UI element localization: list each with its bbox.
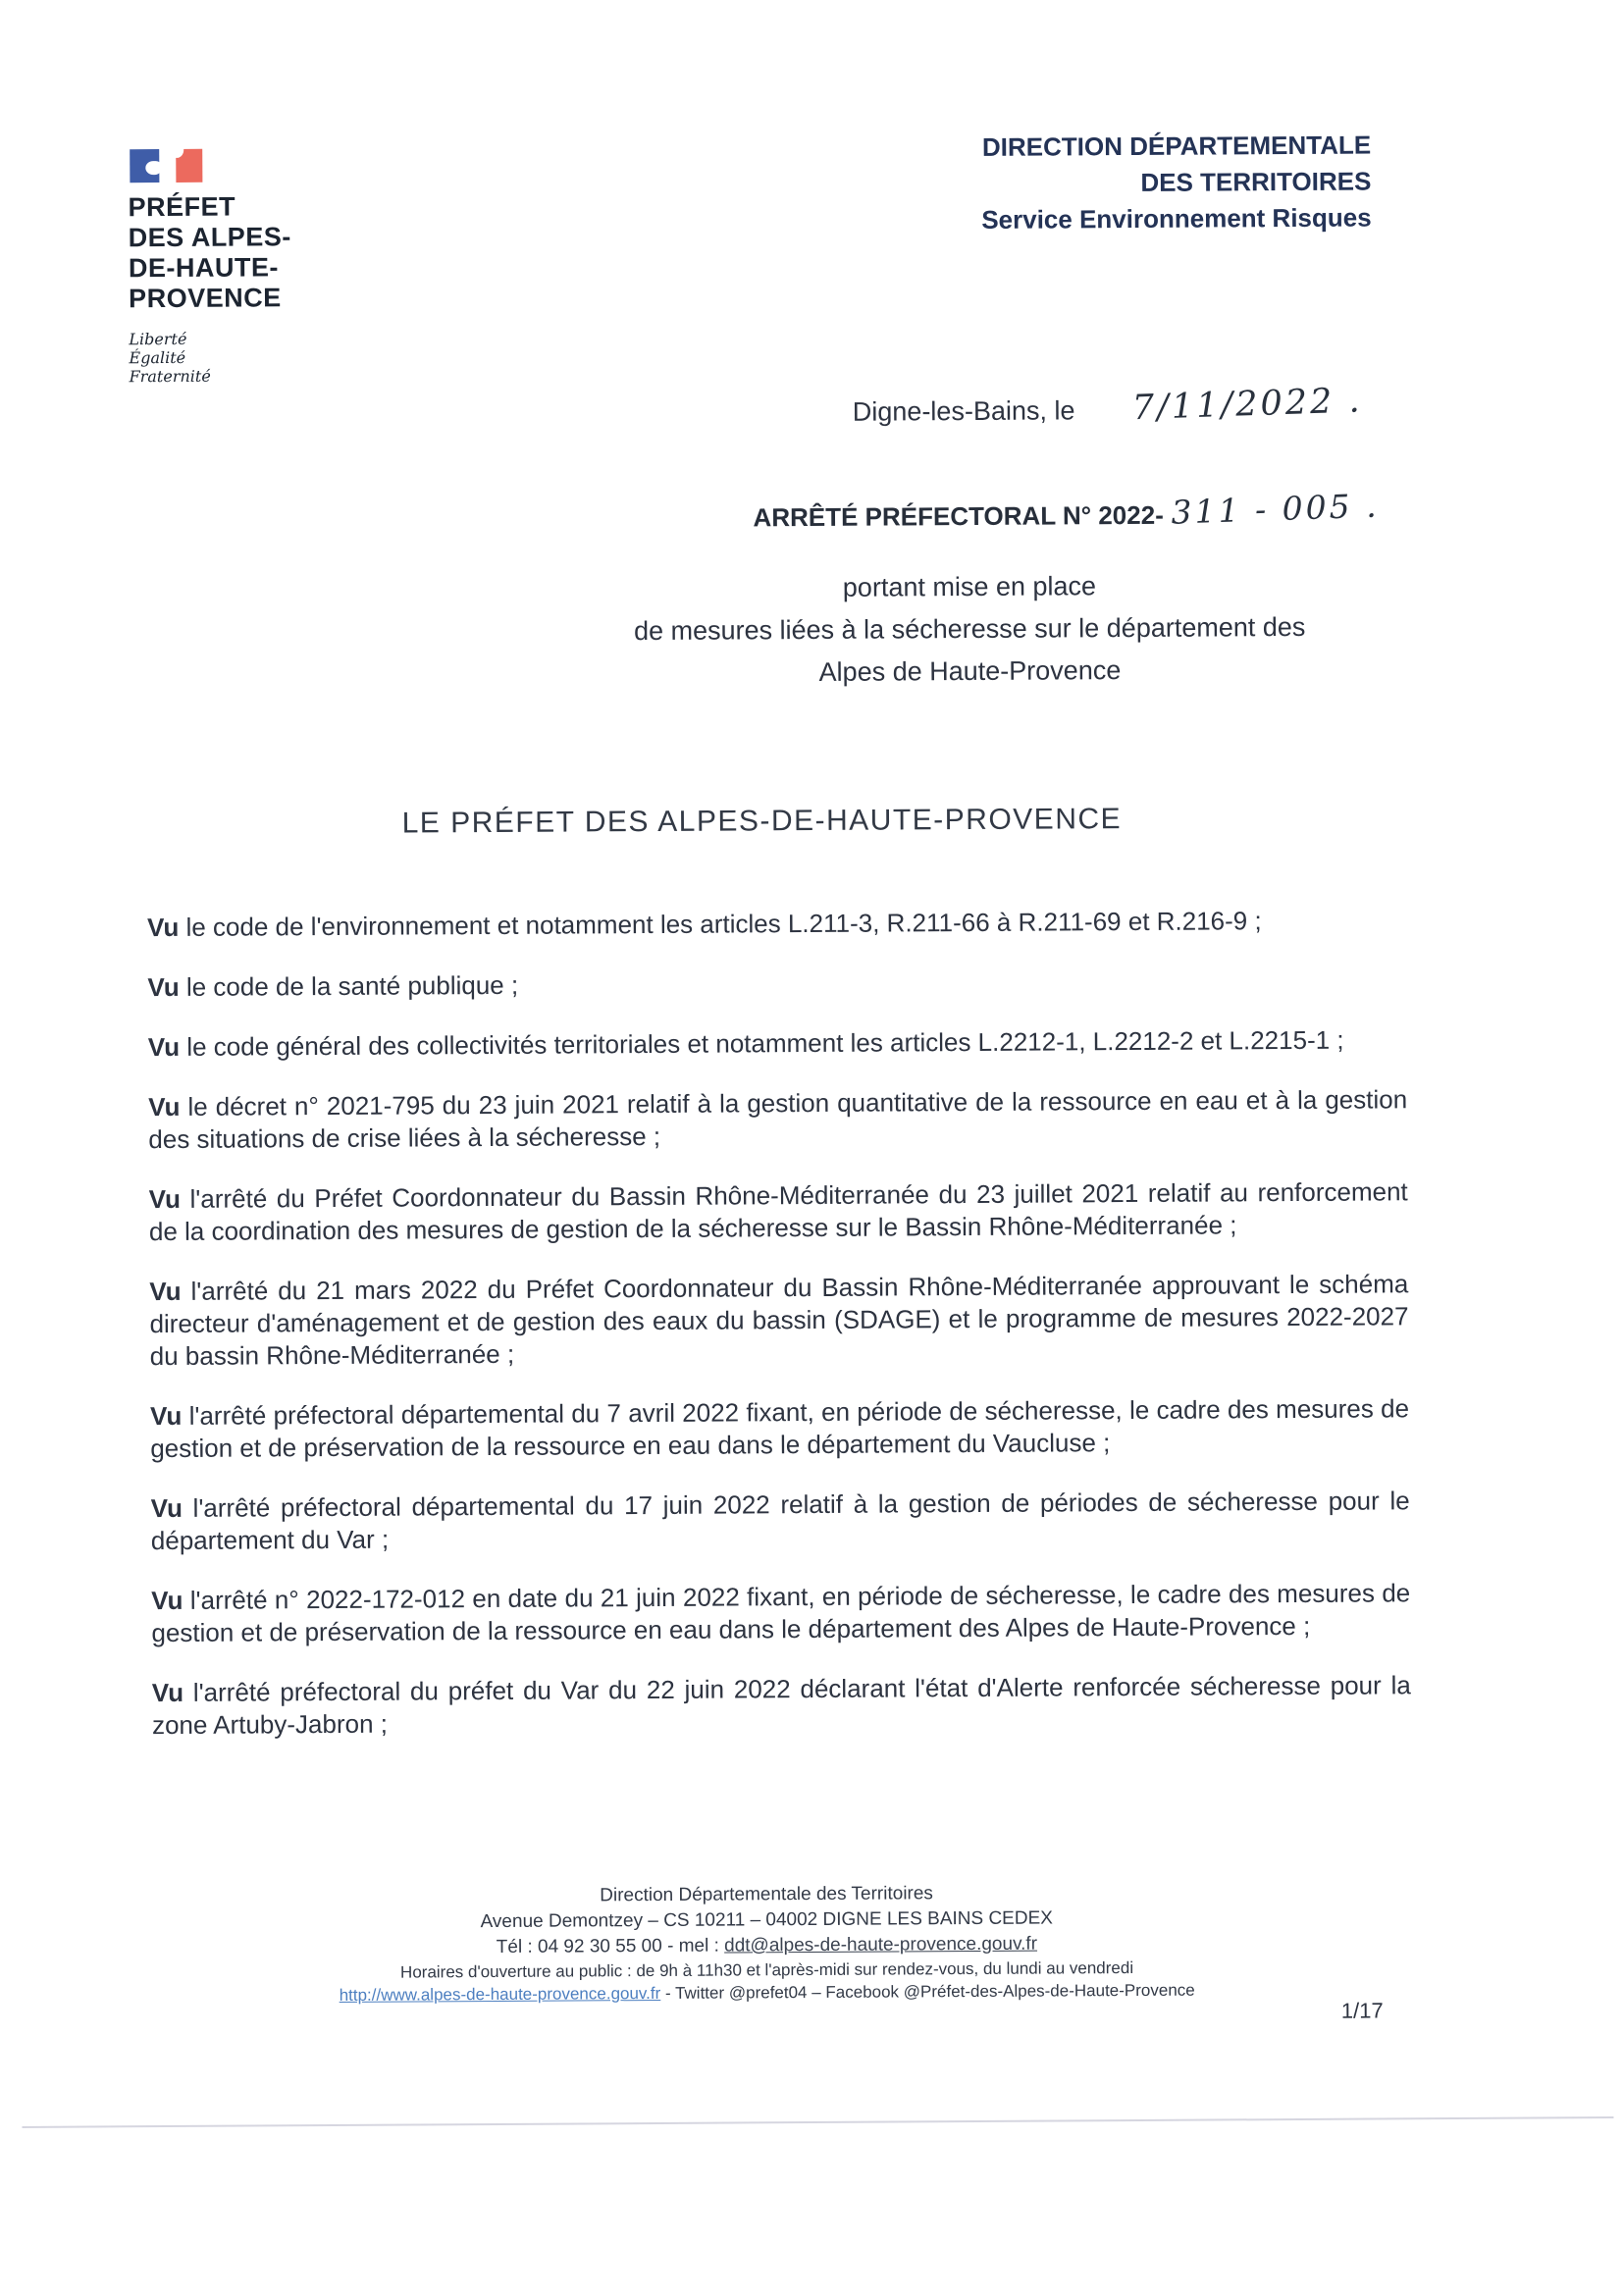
footer-service-name: Direction Départementale des Territoires [600,1883,933,1906]
subtitle-line: de mesures liées à la sécheresse sur le département des [633,611,1306,647]
vu-paragraph [151,1577,1410,1649]
vu-text: le code de la santé publique ; [179,969,519,1002]
dateline [852,381,1363,430]
prefet-line: DES ALPES- [128,222,291,253]
flag-blue-block [130,149,159,183]
vu-paragraph [148,1083,1407,1156]
decree-title [753,486,1381,534]
document-footer [114,1878,1420,2008]
prefet-line: PROVENCE [129,283,282,314]
prefet-line: DE-HAUTE- [128,252,280,284]
vu-lead: Vu [151,1677,184,1708]
footer-opening-hours: Horaires d'ouverture au public : de 9h à 11h30 et l'après-midi sur rendez-vous, du lundi au vendredi [399,1958,1134,1982]
decree-title-printed: ARRÊTÉ PRÉFECTORAL N° 2022- [753,499,1164,533]
vu-text: l'arrêté n° 2022-172-012 en date du 21 juin 2022 fixant, en période de sécheresse, le cadre des mesures de gestion et de préservation de la ressource en eau dans le département des Alpes de Haute-Provence ; [151,1578,1411,1648]
vu-paragraph [149,1268,1409,1373]
vu-lead: Vu [147,971,180,1003]
department-header-line: DIRECTION DÉPARTEMENTALE [981,130,1372,162]
vu-text: le code de l'environnement et notamment les articles L.211-3, R.211-66 à R.211-69 et R.216-9 ; [179,906,1262,942]
subtitle-line: portant mise en place [842,571,1097,602]
prefet-heading: LE PRÉFET DES ALPES-DE-HAUTE-PROVENCE [401,803,1123,840]
prefet-title [128,191,384,315]
vu-lead: Vu [148,1091,181,1122]
vu-paragraph [150,1392,1409,1465]
department-header [981,128,1372,238]
vu-text: l'arrêté préfectoral départemental du 17 juin 2022 relatif à la gestion de périodes de sécheresse pour le département du Var ; [150,1486,1410,1556]
vu-paragraph [152,1669,1411,1742]
vu-lead: Vu [151,1585,183,1616]
motto-line: Fraternité [129,366,211,387]
vu-lead: Vu [149,1276,182,1307]
footer-email-link[interactable]: ddt@alpes-de-haute-provence.gouv.fr [724,1933,1038,1957]
vu-text: l'arrêté du 21 mars 2022 du Préfet Coordonnateur du Bassin Rhône-Méditerranée approuvant le schéma directeur d'aménagement et de gestion des eaux du bassin (SDAGE) et le programme de mesures 2022-2027 du bassin Rhône-Méditerranée ; [149,1269,1409,1372]
handwritten-decree-number: 311 - 005 . [1171,486,1381,532]
vu-text: le code général des collectivités territoriales et notamment les articles L.2212-1, L.2212-2 et L.2215-1 ; [179,1024,1344,1062]
footer-social: - Twitter @prefet04 – Facebook @Préfet-des-Alpes-de-Haute-Provence [660,1980,1195,2003]
page-number: 1/17 [1340,1998,1384,2023]
subtitle-line: Alpes de Haute-Provence [818,655,1122,687]
vu-lead: Vu [150,1492,183,1524]
vu-paragraph [147,964,1406,1004]
department-header-line: DES TERRITOIRES [1140,166,1372,197]
department-header-line: Service Environnement Risques [981,202,1372,235]
vu-text: le décret n° 2021-795 du 23 juin 2021 relatif à la gestion quantitative de la ressource en eau et à la gestion des situations de crise liées à la sécheresse ; [148,1084,1408,1155]
vu-lead: Vu [149,1400,183,1432]
vu-paragraph [147,904,1406,944]
dateline-printed: Digne-les-Bains, le [852,395,1075,427]
vu-paragraph [151,1485,1410,1557]
prefet-line: PRÉFET [128,191,236,223]
french-flag-icon [130,148,383,183]
republic-motto [129,329,384,387]
footer-website-link[interactable]: http://www.alpes-de-haute-provence.gouv.fr [339,1983,661,2005]
vu-paragraph [149,1175,1408,1248]
vu-lead: Vu [146,912,180,943]
decree-subtitle [562,563,1378,695]
handwritten-date: 7/11/2022 . [1130,381,1363,429]
decree-body [147,904,1411,1769]
vu-lead: Vu [148,1183,182,1215]
scan-edge-line [23,2116,1614,2128]
vu-text: l'arrêté préfectoral du préfet du Var du 22 juin 2022 déclarant l'état d'Alerte renforcée sécheresse pour la zone Artuby-Jabron ; [151,1670,1411,1741]
prefecture-logo [128,148,384,387]
vu-lead: Vu [147,1031,181,1063]
flag-red-block [176,149,202,183]
motto-line: Liberté [129,329,187,349]
vu-text: l'arrêté préfectoral départemental du 7 avril 2022 fixant, en période de sécheresse, le cadre des mesures de gestion et de préservation de la ressource en eau dans le département du Vaucluse ; [150,1393,1410,1464]
vu-text: l'arrêté du Préfet Coordonnateur du Bassin Rhône-Méditerranée du 23 juillet 2021 relatif au renforcement de la coordination des mesures de gestion de la sécheresse sur le Bassin Rhône-Méditerranée ; [148,1176,1408,1247]
footer-address: Avenue Demontzey – CS 10211 – 04002 DIGNE LES BAINS CEDEX [480,1907,1053,1933]
motto-line: Égalité [129,347,186,368]
footer-phone: Tél : 04 92 30 55 00 - mel : [496,1935,725,1957]
vu-paragraph [148,1023,1407,1064]
